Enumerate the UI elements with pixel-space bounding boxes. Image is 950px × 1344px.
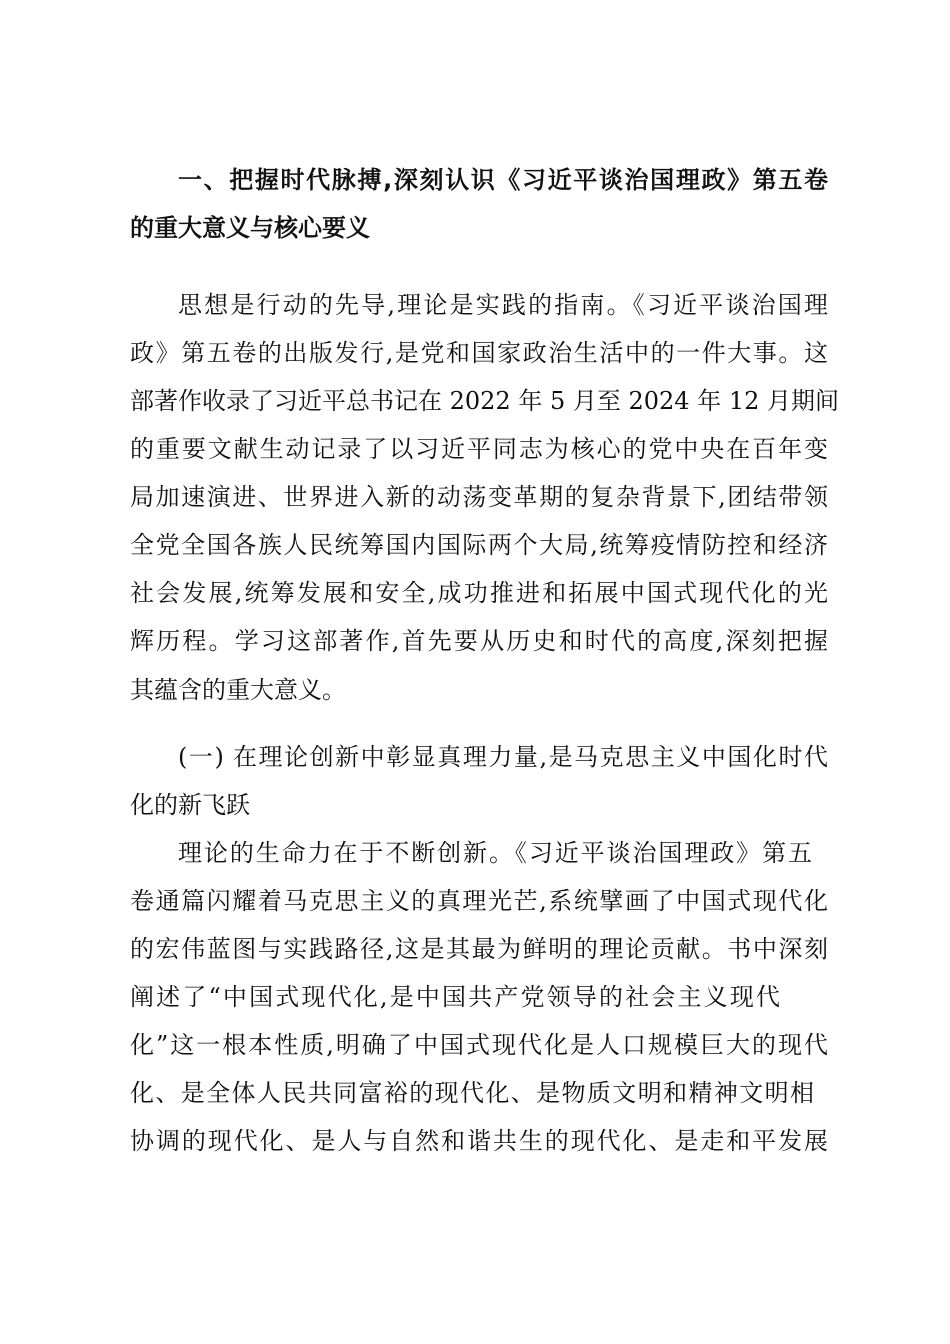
paragraph-line: 理论的生命力在于不断创新。《习近平谈治国理政》第五 <box>178 839 812 867</box>
section-heading-line-1: 一、把握时代脉搏,深刻认识《习近平谈治国理政》第五卷 <box>178 166 828 194</box>
paragraph-line: 局加速演进、世界进入新的动荡变革期的复杂背景下,团结带领 <box>130 483 828 511</box>
paragraph-line: 卷通篇闪耀着马克思主义的真理光芒,系统擘画了中国式现代化 <box>130 887 828 915</box>
paragraph-line: 政》第五卷的出版发行,是党和国家政治生活中的一件大事。这 <box>130 339 828 367</box>
paragraph-line: 化”这一根本性质,明确了中国式现代化是人口规模巨大的现代 <box>130 1031 828 1059</box>
paragraph-line: 辉历程。学习这部著作,首先要从历史和时代的高度,深刻把握 <box>130 627 828 655</box>
subsection-heading-line-2: 化的新飞跃 <box>130 791 250 819</box>
paragraph-line: 阐述了“中国式现代化,是中国共产党领导的社会主义现代 <box>130 983 780 1011</box>
paragraph-line: 其蕴含的重大意义。 <box>130 676 346 704</box>
paragraph-line: 部著作收录了习近平总书记在 2022 年 5 月至 2024 年 12 月期间 <box>130 387 839 415</box>
paragraph-line: 思想是行动的先导,理论是实践的指南。《习近平谈治国理 <box>178 291 828 319</box>
paragraph-line: 化、是全体人民共同富裕的现代化、是物质文明和精神文明相 <box>130 1079 814 1107</box>
paragraph-line: 全党全国各族人民统筹国内国际两个大局,统筹疫情防控和经济 <box>130 531 828 559</box>
paragraph-line: 协调的现代化、是人与自然和谐共生的现代化、是走和平发展 <box>130 1127 828 1155</box>
paragraph-line: 的重要文献生动记录了以习近平同志为核心的党中央在百年变 <box>130 435 828 463</box>
paragraph-line: 的宏伟蓝图与实践路径,这是其最为鲜明的理论贡献。书中深刻 <box>130 935 828 963</box>
paragraph-line: 社会发展,统筹发展和安全,成功推进和拓展中国式现代化的光 <box>130 579 828 607</box>
section-heading-line-2: 的重大意义与核心要义 <box>130 214 370 242</box>
subsection-heading-line-1: (一) 在理论创新中彰显真理力量,是马克思主义中国化时代 <box>178 743 828 771</box>
